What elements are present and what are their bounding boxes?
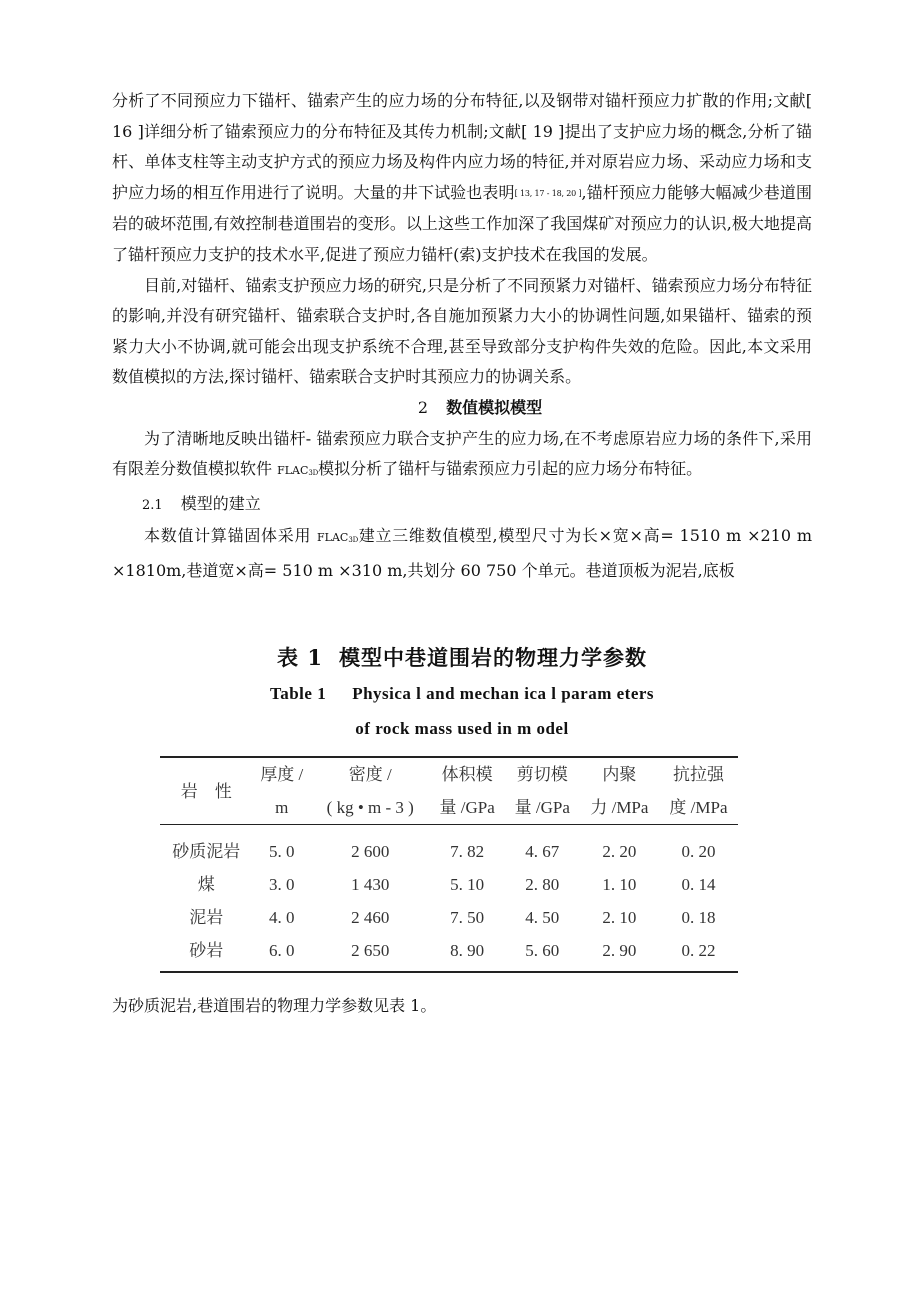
cell: 2. 80 [525, 875, 560, 894]
cell: 5. 0 [268, 842, 295, 861]
cell: 3. 0 [268, 875, 295, 894]
paragraph-4-text-e: 10m,巷道宽×高= 5 [145, 560, 293, 580]
paragraph-1-text-b: ,锚杆预应力能够大幅减少巷道围岩的破坏范围,有效控制巷道围岩的变形。以上这些工作加深了我国煤矿对预应力的认识,极大地提高了锚杆预应力支护的技术水平,促进了预应力锚杆(索)支护技术在我国的发展。 [112, 182, 812, 264]
paragraph-4 [112, 521, 812, 586]
cell: 泥岩 [189, 908, 224, 927]
flac-software-name-2: FLAC [317, 531, 349, 545]
cell: 7. 82 [450, 842, 485, 861]
paragraph-3-text-b: 模拟分析了锚杆与锚索预应力引起的应力场分布特征。 [318, 459, 703, 479]
section-title: 数值模拟模型 [446, 397, 543, 417]
paragraph-5: 为砂质泥岩,巷道围岩的物理力学参数见表 1。 [112, 996, 437, 1015]
subsection-number: 2.1 [142, 497, 163, 513]
col-header-rock: 岩 性 [180, 781, 232, 801]
paragraph-4-text-d: 0 m ×18 [112, 526, 813, 580]
cell: 4. 67 [525, 842, 560, 861]
col-header-tensile: 抗拉强 [672, 765, 724, 784]
paragraph-2: 目前,对锚杆、锚索支护预应力场的研究,只是分析了不同预紧力对锚杆、锚索预应力场分布特征的影响,并没有研究锚杆、锚索联合支护时,各自施加预紧力大小的协调性问题,如果锚杆、锚索的预紧力大小不协调,就可能会出现支护系统不合理,甚至导致部分支护构件失效的危险。因此,本文采用数值模拟的方法,探讨锚杆、锚索联合支护时其预应力的协调关系。 [112, 275, 812, 387]
table-header [160, 757, 738, 825]
cell: 5. 60 [525, 941, 560, 960]
cell: 煤 [197, 875, 215, 894]
cell: 2. 10 [602, 908, 637, 927]
col-header-bulk-modulus: 体积模 [441, 765, 493, 784]
cell: 0. 18 [681, 908, 716, 927]
cell: 8. 90 [450, 941, 485, 960]
col-unit-bulk-modulus: 量 /GPa [439, 798, 495, 817]
paragraph-3-text-a: 为了清晰地反映出锚杆- 锚索预应力联合支护产生的应力场,在不考虑原岩应力场的条件下,采用有限差分数值模拟软件 [112, 428, 812, 479]
paragraph-4-text-c: 10 m ×21 [699, 526, 781, 546]
table-body [160, 825, 738, 973]
table-row [160, 825, 738, 869]
section-heading [112, 393, 812, 424]
flac-software-name: FLAC [277, 464, 309, 478]
cell: 7. 50 [450, 908, 485, 927]
rock-parameters-table [160, 756, 738, 973]
table-1 [112, 640, 812, 960]
cell: 2. 20 [602, 842, 637, 861]
cell: 1. 10 [602, 875, 637, 894]
paragraph-4-text-b: 建立三维数值模型,模型尺寸为长×宽×高= 15 [358, 526, 700, 546]
header-row-1 [160, 757, 738, 791]
cell: 0. 22 [681, 941, 716, 960]
cell: 2 600 [351, 842, 390, 861]
col-header-shear-modulus: 剪切模 [516, 765, 568, 784]
paragraph-4-text-g: 10 m,共划分 60 750 个单元。巷道顶板为泥岩,底板 [361, 560, 735, 580]
table-caption-cn [112, 640, 812, 676]
col-unit-shear-modulus: 量 /GPa [514, 798, 570, 817]
col-unit-thickness: m [275, 798, 289, 817]
table-title-en-1: Physica l and mechan ica l param eters [352, 684, 655, 703]
flac-subscript-2: 3D [348, 536, 359, 545]
flac-subscript: 3D [308, 469, 319, 478]
cell: 4. 50 [525, 908, 560, 927]
table-row [160, 934, 738, 972]
subsection-title: 模型的建立 [180, 493, 261, 513]
col-header-cohesion: 内聚 [602, 765, 637, 784]
paragraph-3 [112, 424, 812, 489]
paragraph-1-text-a: 分析了不同预应力下锚杆、锚索产生的应力场的分布特征,以及钢带对锚杆预应力扩散的作用;文献[ 16 ]详细分析了锚索预应力的分布特征及其传力机制;文献[ 19 ]提出了支护应力场的概念,分析了锚杆、单体支柱等主动支护方式的预应力场及构件内应力场的特征,并对原岩应力场、采动应力场和支护应力场的相互作用进行了说明。大量的井下试验也表明 [112, 91, 812, 202]
col-header-density: 密度 / [348, 765, 392, 784]
table-title-cn: 模型中巷道围岩的物理力学参数 [338, 645, 647, 670]
col-header-thickness: 厚度 / [260, 765, 304, 784]
cell: 6. 0 [268, 941, 295, 960]
cell: 5. 10 [450, 875, 485, 894]
table-label-en: Table 1 [269, 684, 327, 703]
cell: 2 460 [351, 908, 390, 927]
col-unit-tensile: 度 /MPa [669, 798, 728, 817]
cell: 2 650 [351, 941, 390, 960]
col-unit-density: ( kg • m - 3 ) [326, 798, 414, 817]
table-row [160, 901, 738, 934]
col-unit-cohesion: 力 /MPa [590, 798, 649, 817]
table-row [160, 868, 738, 901]
section-number: 2 [417, 397, 429, 417]
cell: 0. 20 [681, 842, 716, 861]
table-label-cn: 表 1 [277, 645, 323, 670]
after-table-text [112, 991, 812, 1022]
paragraph-4-text-a: 本数值计算锚固体采用 [144, 526, 318, 546]
paragraph-1 [112, 86, 812, 271]
cell: 4. 0 [268, 908, 295, 927]
cell: 1 430 [351, 875, 390, 894]
cell: 0. 14 [681, 875, 716, 894]
paper-body [112, 86, 812, 587]
cell: 砂岩 [189, 941, 224, 960]
cell: 2. 90 [602, 941, 637, 960]
subsection-heading [112, 489, 812, 522]
citation-superscript: [ 13, 17 - 18, 20 ] [514, 188, 582, 198]
table-caption-en-line-2: of rock mass used in m odel [355, 719, 569, 738]
paragraph-4-text-f: 10 m ×3 [292, 560, 362, 580]
cell: 砂质泥岩 [172, 842, 241, 861]
table-caption-en-line-1 [112, 676, 812, 711]
